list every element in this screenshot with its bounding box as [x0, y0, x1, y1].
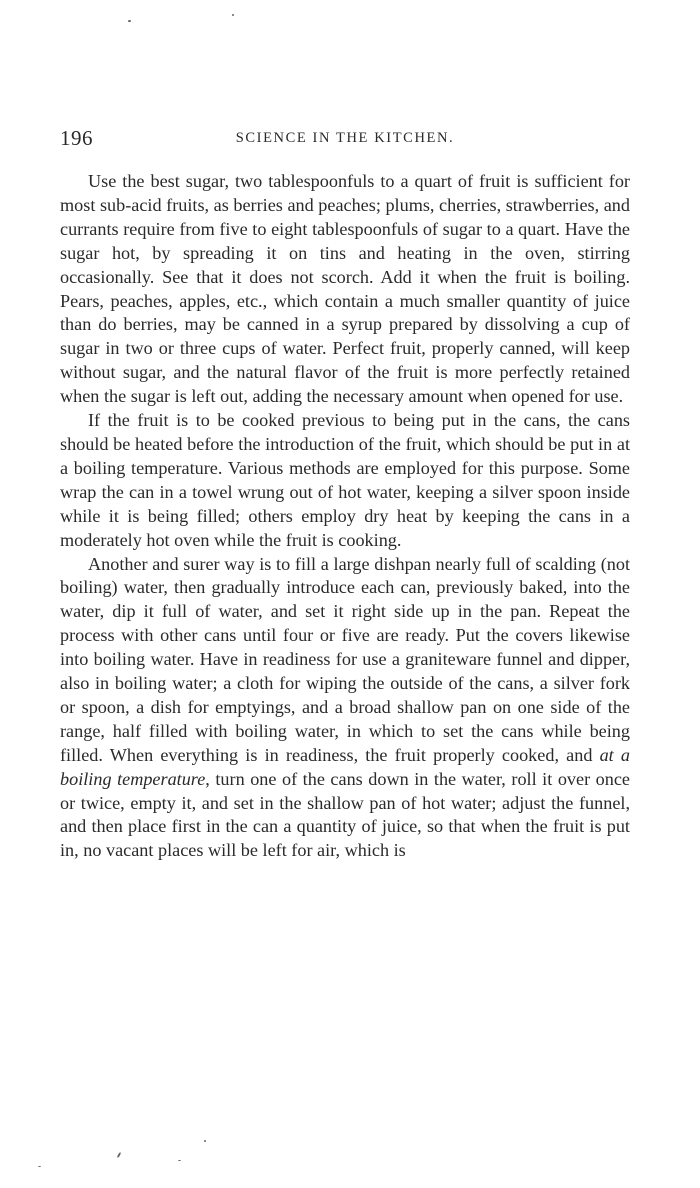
paragraph-3-text-start: Another and surer way is to fill a large dishpan nearly full of scalding (not boiling) water, then gradually introduce each can, previously baked, into the water, dip it full of water, and set it right side up in the pan. Repeat the process with other cans until four or five are ready. Put the covers likewise into boiling water. Have in readiness for use a graniteware funnel and dipper, also in boiling water; a cloth for wiping the outside of the cans, a silver fork or spoon, a dish for emptyings, and a broad shallow pan on one side of the range, half filled with boiling water, in which to set the cans while being filled. When everything is in readiness, the fruit properly cooked, and	[60, 553, 630, 765]
ink-speck	[117, 1152, 122, 1158]
ink-speck	[128, 20, 131, 22]
paragraph-2: If the fruit is to be cooked previous to being put in the cans, the cans should be heated before the introduction of the fruit, which should be put in at a boiling temperature. Various methods are employed for this purpose. Some wrap the can in a towel wrung out of hot water, keeping a silver spoon inside while it is being filled; others employ dry heat by keeping the cans in a moderately hot oven while the fruit is cooking.	[60, 410, 630, 550]
body-text	[60, 170, 630, 863]
ink-speck	[204, 1140, 206, 1142]
running-head: SCIENCE IN THE KITCHEN.	[235, 130, 455, 146]
page-number: 196	[60, 126, 93, 150]
italic-phrase: at a boiling temperature	[60, 744, 630, 789]
ink-speck	[178, 1160, 181, 1161]
paragraph-1: Use the best sugar, two tablespoonfuls to a quart of fruit is sufficient for most sub-acid fruits, as berries and peaches; plums, cherries, strawberries, and currants require from five to eight tablespoonfuls of sugar to a quart. Have the sugar hot, by spreading it on tins and heating in the oven, stirring occasionally. See that it does not scorch. Add it when the fruit is boiling. Pears, peaches, apples, etc., which contain a much smaller quantity of juice than do berries, may be canned in a syrup prepared by dissolving a cup of sugar in two or three cups of water. Perfect fruit, properly canned, will keep without sugar, and the natural flavor of the fruit is more perfectly retained when the sugar is left out, adding the necessary amount when opened for use.	[60, 171, 630, 407]
paragraph-3-text-end: , turn one of the cans down in the water, roll it over once or twice, empty it, and set in the shallow pan of hot water; adjust the funnel, and then place first in the can a quantity of juice, so that when the fruit is put in, no vacant places will be left for air, which is	[60, 768, 630, 861]
ink-speck	[232, 14, 234, 16]
ink-speck	[38, 1166, 41, 1167]
page-header	[60, 126, 630, 154]
paragraph-3	[60, 553, 630, 864]
